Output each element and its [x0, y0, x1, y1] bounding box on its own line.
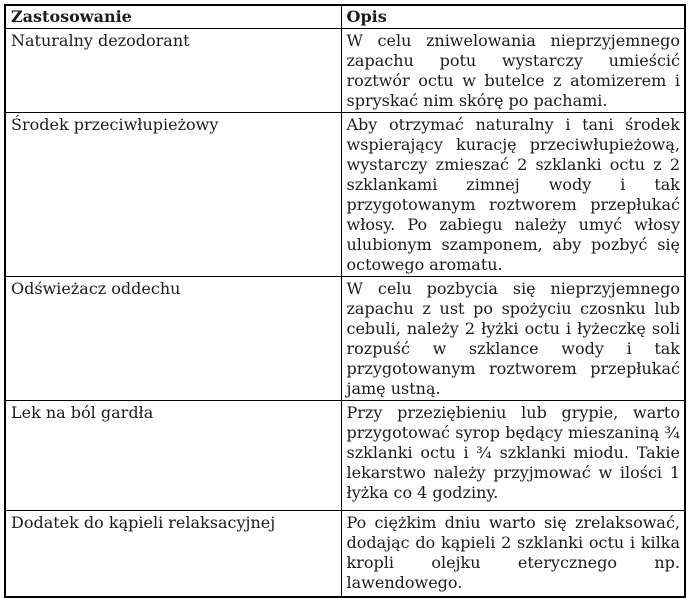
- description-cell: W celu zniwelowania nieprzyjemnego zapachu potu wystarczy umieścić roztwór octu w butelce z atomizerem i spryskać nim skórę po pachami.: [341, 29, 685, 113]
- column-header-description: Opis: [341, 5, 685, 29]
- application-cell: Dodatek do kąpieli relaksacyjnej: [5, 511, 341, 597]
- table-row: [5, 113, 685, 277]
- description-cell: W celu pozbycia się nieprzyjemnego zapachu z ust po spożyciu czosnku lub cebuli, należy 2 łyżki octu i łyżeczkę soli rozpuść w szklance wody i tak przygotowanym roztworem przepłukać jamę ustną.: [341, 277, 685, 401]
- table-row: [5, 29, 685, 113]
- vinegar-uses-table: [4, 4, 686, 598]
- table-row: [5, 277, 685, 401]
- application-cell: Odświeżacz oddechu: [5, 277, 341, 401]
- description-cell: Aby otrzymać naturalny i tani środek wspierający kurację przeciwłupieżową, wystarczy zmieszać 2 szklanki octu z 2 szklankami zimnej wody i tak przygotowanym roztworem przepłukać włosy. Po zabiegu należy umyć włosy ulubionym szamponem, aby pozbyć się octowego aromatu.: [341, 113, 685, 277]
- application-cell: Lek na ból gardła: [5, 401, 341, 511]
- table-header-row: [5, 5, 685, 29]
- application-cell: Naturalny dezodorant: [5, 29, 341, 113]
- column-header-application: Zastosowanie: [5, 5, 341, 29]
- application-cell: Środek przeciwłupieżowy: [5, 113, 341, 277]
- table-row: [5, 511, 685, 597]
- description-cell: Po ciężkim dniu warto się zrelaksować, dodając do kąpieli 2 szklanki octu i kilka kropli olejku eterycznego np. lawendowego.: [341, 511, 685, 597]
- description-cell: Przy przeziębieniu lub grypie, warto przygotować syrop będący mieszaniną ¾ szklanki octu i ¾ szklanki miodu. Takie lekarstwo należy przyjmować w ilości 1 łyżka co 4 godziny.: [341, 401, 685, 511]
- table-row: [5, 401, 685, 511]
